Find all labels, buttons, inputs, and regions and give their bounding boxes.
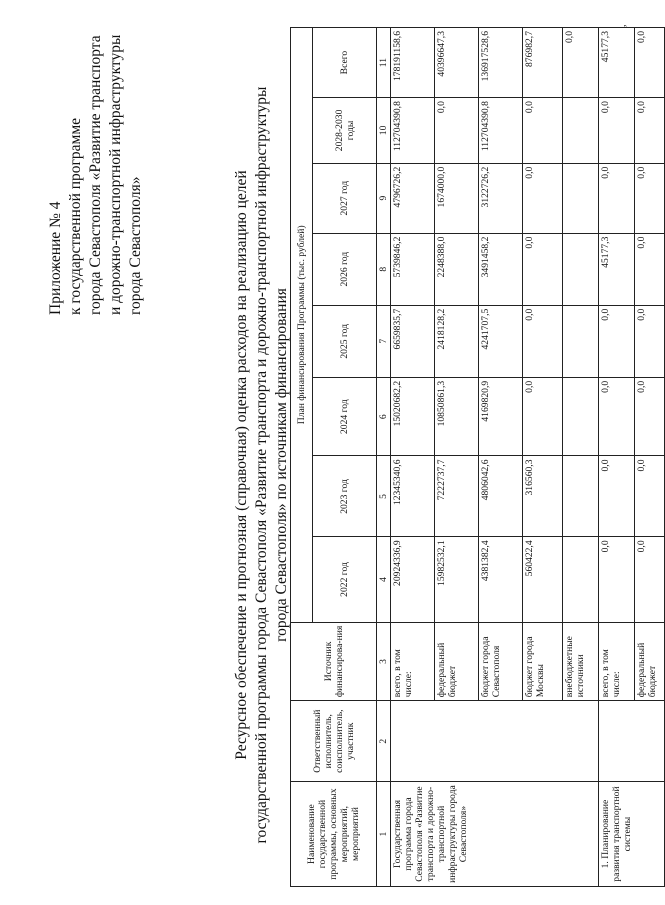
header-source: Источник финансирова-ния (291, 622, 377, 701)
financing-table (290, 24, 665, 887)
header-year: 2023 год (313, 456, 377, 537)
value-cell: 4796726,2 (391, 163, 435, 233)
value-cell: 15982532,1 (435, 537, 479, 622)
value-cell: 40396647,3 (435, 28, 479, 98)
value-cell: 0,0 (599, 98, 635, 164)
value-cell: 0,0 (635, 377, 665, 456)
value-cell: 0,0 (599, 456, 635, 537)
value-cell (563, 377, 599, 456)
value-cell: 136917528,6 (479, 28, 523, 98)
column-index: 10 (377, 98, 391, 164)
source-cell: всего, в том числе: (599, 622, 635, 701)
header-total: Всего (313, 28, 377, 98)
footer-mark: , (617, 24, 628, 27)
value-cell: 3122726,2 (479, 163, 523, 233)
source-cell: внебюджетные источники (563, 622, 599, 701)
value-cell (563, 456, 599, 537)
value-cell: 0,0 (635, 456, 665, 537)
appendix-line: города Севастополя «Развитие транспорта (87, 35, 104, 315)
header-plan: План финансирования Программы (тыс. рублей) (291, 28, 313, 623)
header-year: 2027 год (313, 163, 377, 233)
value-cell: 6659835,7 (391, 305, 435, 377)
value-cell: 0,0 (523, 233, 563, 305)
appendix-line: города Севастополя» (127, 176, 144, 315)
value-cell: 0,0 (523, 377, 563, 456)
source-cell: всего, в том числе: (391, 622, 435, 701)
header-year: 2022 год (313, 537, 377, 622)
value-cell: 45177,3 (599, 233, 635, 305)
value-cell: 15020682,2 (391, 377, 435, 456)
value-cell: 178191158,6 (391, 28, 435, 98)
value-cell: 2248388,0 (435, 233, 479, 305)
value-cell: 4381382,4 (479, 537, 523, 622)
value-cell: 0,0 (635, 537, 665, 622)
value-cell: 12345340,6 (391, 456, 435, 537)
header-name: Наименование государственной программы, основных мероприятий, мероприятий (291, 782, 377, 887)
header-year: 2025 год (313, 305, 377, 377)
value-cell: 3491458,2 (479, 233, 523, 305)
value-cell: 20924336,9 (391, 537, 435, 622)
value-cell: 7222737,7 (435, 456, 479, 537)
value-cell: 4241707,5 (479, 305, 523, 377)
appendix-line: к государственной программе (67, 117, 84, 315)
activity-name-cell: 1. Планирование развития транспортной системы (599, 782, 665, 887)
value-cell: 4169820,9 (479, 377, 523, 456)
value-cell: 45177,3 (599, 28, 635, 98)
value-cell: 0,0 (599, 537, 635, 622)
appendix-line: Приложение № 4 (47, 201, 64, 315)
source-cell: бюджет города Севастополя (479, 622, 523, 701)
value-cell (563, 98, 599, 164)
value-cell: 10850861,3 (435, 377, 479, 456)
value-cell: 2418128,2 (435, 305, 479, 377)
column-index: 5 (377, 456, 391, 537)
value-cell: 1674000,0 (435, 163, 479, 233)
title-line: Ресурсное обеспечение и прогнозная (справочная) оценка расходов на реализацию целей (233, 170, 250, 760)
value-cell: 0,0 (523, 163, 563, 233)
title-line: города Севастополя» по источникам финансирования (273, 288, 290, 642)
value-cell (563, 163, 599, 233)
column-index: 9 (377, 163, 391, 233)
source-cell: бюджет города Москвы (523, 622, 563, 701)
value-cell: 876982,7 (523, 28, 563, 98)
column-index: 3 (377, 622, 391, 701)
executor-cell (391, 701, 599, 782)
value-cell (563, 537, 599, 622)
table-row (599, 28, 635, 887)
value-cell: 0,0 (635, 163, 665, 233)
program-name-cell: Государственная программа города Севастополя «Развитие транспорта и дорожно-транспортной инфраструктуры города Севастополя» (391, 782, 599, 887)
value-cell: 0,0 (635, 98, 665, 164)
source-cell: федеральный бюджет (635, 622, 665, 701)
value-cell: 112704390,8 (391, 98, 435, 164)
column-index-row (377, 28, 391, 887)
source-cell: федеральный бюджет (435, 622, 479, 701)
column-index: 8 (377, 233, 391, 305)
column-index: 6 (377, 377, 391, 456)
value-cell: 0,0 (563, 28, 599, 98)
header-executor: Ответственный исполнитель, соисполнитель, участник (291, 701, 377, 782)
value-cell: 0,0 (599, 377, 635, 456)
table-row (391, 28, 435, 887)
value-cell: 0,0 (523, 305, 563, 377)
value-cell: 112704390,8 (479, 98, 523, 164)
column-index: 7 (377, 305, 391, 377)
value-cell: 0,0 (435, 98, 479, 164)
value-cell: 5739846,2 (391, 233, 435, 305)
value-cell: 316560,3 (523, 456, 563, 537)
value-cell: 560422,4 (523, 537, 563, 622)
value-cell: 0,0 (599, 305, 635, 377)
appendix-note (46, 15, 146, 315)
document-title (232, 55, 292, 875)
column-index: 1 (377, 782, 391, 887)
title-line: государственной программы города Севастополя «Развитие транспорта и дорожно-транспортной инфраструктуры (253, 86, 270, 844)
appendix-line: и дорожно-транспортной инфраструктуры (107, 34, 124, 315)
column-index: 2 (377, 701, 391, 782)
value-cell: 0,0 (635, 233, 665, 305)
header-year: 2026 год (313, 233, 377, 305)
value-cell: 4806042,6 (479, 456, 523, 537)
header-year: 2028-2030 годы (313, 98, 377, 164)
value-cell: 0,0 (635, 28, 665, 98)
value-cell (563, 305, 599, 377)
column-index: 4 (377, 537, 391, 622)
value-cell (563, 233, 599, 305)
value-cell: 0,0 (635, 305, 665, 377)
header-year: 2024 год (313, 377, 377, 456)
column-index: 11 (377, 28, 391, 98)
value-cell: 0,0 (599, 163, 635, 233)
executor-cell (599, 701, 665, 782)
value-cell: 0,0 (523, 98, 563, 164)
